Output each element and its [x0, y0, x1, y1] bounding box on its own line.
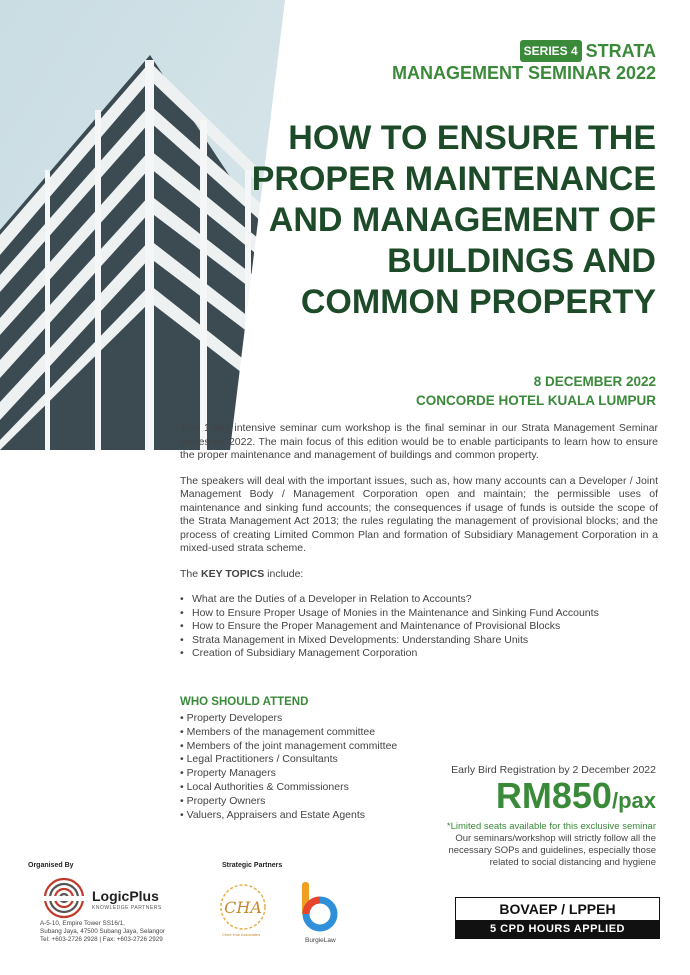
- who-heading: WHO SHOULD ATTEND: [180, 696, 309, 708]
- list-item: • How to Ensure the Proper Management and Maintenance of Provisional Blocks: [180, 620, 658, 634]
- event-venue: CONCORDE HOTEL KUALA LUMPUR: [416, 393, 656, 408]
- topics-list: [180, 593, 658, 661]
- series-heading: [392, 40, 656, 84]
- list-item: • Property Developers: [180, 712, 440, 726]
- seminar-title: [236, 118, 656, 323]
- limited-seats-text: *Limited seats available for this exclusive seminar: [446, 821, 656, 832]
- organised-by-label: Organised By: [28, 862, 74, 869]
- title-line: COMMON PROPERTY: [300, 283, 656, 321]
- cpd-title: BOVAEP / LPPEH: [499, 901, 616, 917]
- list-item: • What are the Duties of a Developer in Relation to Accounts?: [180, 593, 658, 607]
- speakers-paragraph: The speakers will deal with the important issues, such as, how many accounts can a Developer / Joint Management Body / Management Corporation open and maintain; the permissible uses of maintenance and sinking fund accounts; the consequences if usage of funds is outside the scope of the Strata Management Act 2013; the rules regulating the management of provisional blocks; and the process of creating Limited Common Plan and formation of Subsidiary Management Corporation in a mixed-used strata scheme.: [180, 474, 658, 554]
- burgielaw-logo-icon: [296, 880, 340, 941]
- list-item: • Local Authorities & Commissioners: [180, 781, 440, 795]
- logicplus-sub: KNOWLEDGE PARTNERS: [92, 905, 162, 911]
- cha-mark: CHA: [224, 898, 262, 917]
- cpd-hours: 5 CPD HOURS APPLIED: [456, 920, 659, 938]
- sop-text: Our seminars/workshop will strictly follow all the necessary SOPs and guidelines, especially those related to social distancing and hygiene: [448, 833, 656, 868]
- list-item: • Property Owners: [180, 795, 440, 809]
- address-line: Subang Jaya, 47500 Subang Jaya, Selangor: [40, 928, 165, 935]
- date-venue: [416, 372, 656, 410]
- price-value: RM850: [495, 775, 612, 816]
- early-bird-text: Early Bird Registration by 2 December 2022: [451, 764, 656, 776]
- price-amount: [426, 776, 656, 821]
- cha-name: Chee Hoe Associates: [222, 932, 261, 937]
- cpd-box: [455, 897, 660, 939]
- series-badge: SERIES 4: [520, 40, 582, 62]
- event-date: 8 DECEMBER 2022: [533, 374, 656, 389]
- pricing: [426, 764, 656, 869]
- list-item: • Members of the joint management committee: [180, 740, 440, 754]
- who-list: [180, 712, 440, 822]
- series-line1: STRATA: [585, 41, 656, 61]
- title-line: BUILDINGS AND: [387, 242, 656, 280]
- price-unit: /pax: [611, 788, 656, 813]
- logicplus-name: LogicPlus: [92, 888, 159, 904]
- intro-paragraph: This 1-day intensive seminar cum workshop is the final seminar in our Strata Management Seminar Series for 2022. The main focus of this edition would be to enable participants to learn how to ensure the proper maintenance and management of buildings and common property.: [180, 422, 658, 461]
- list-item: • How to Ensure Proper Usage of Monies in the Maintenance and Sinking Fund Accounts: [180, 607, 658, 621]
- title-line: AND MANAGEMENT OF: [268, 201, 656, 239]
- address-line: A-5-10, Empire Tower SS16/1,: [40, 920, 125, 927]
- topics-suffix: include:: [264, 567, 304, 580]
- address-line: Tel: +603-2726 2928 | Fax: +603-2726 2929: [40, 936, 163, 943]
- list-item: • Legal Practitioners / Consultants: [180, 753, 440, 767]
- who-should-attend: [180, 696, 440, 822]
- topics-intro: [180, 568, 658, 582]
- topics-prefix: The: [180, 567, 202, 580]
- strategic-partners-label: Strategic Partners: [222, 862, 283, 869]
- series-line2: MANAGEMENT SEMINAR 2022: [391, 63, 656, 83]
- title-line: PROPER MAINTENANCE: [251, 160, 656, 198]
- organiser-address: [40, 920, 165, 944]
- list-item: • Valuers, Appraisers and Estate Agents: [180, 809, 440, 823]
- list-item: • Property Managers: [180, 767, 440, 781]
- title-line: HOW TO ENSURE THE: [288, 119, 656, 157]
- list-item: • Strata Management in Mixed Developments: Understanding Share Units: [180, 634, 658, 648]
- topics-bold: KEY TOPICS: [201, 567, 265, 580]
- list-item: • Members of the management committee: [180, 726, 440, 740]
- list-item: • Creation of Subsidiary Management Corporation: [180, 647, 658, 661]
- cha-logo-icon: [218, 882, 268, 937]
- burgielaw-name: BurgieLaw: [305, 937, 336, 944]
- description: [180, 422, 658, 661]
